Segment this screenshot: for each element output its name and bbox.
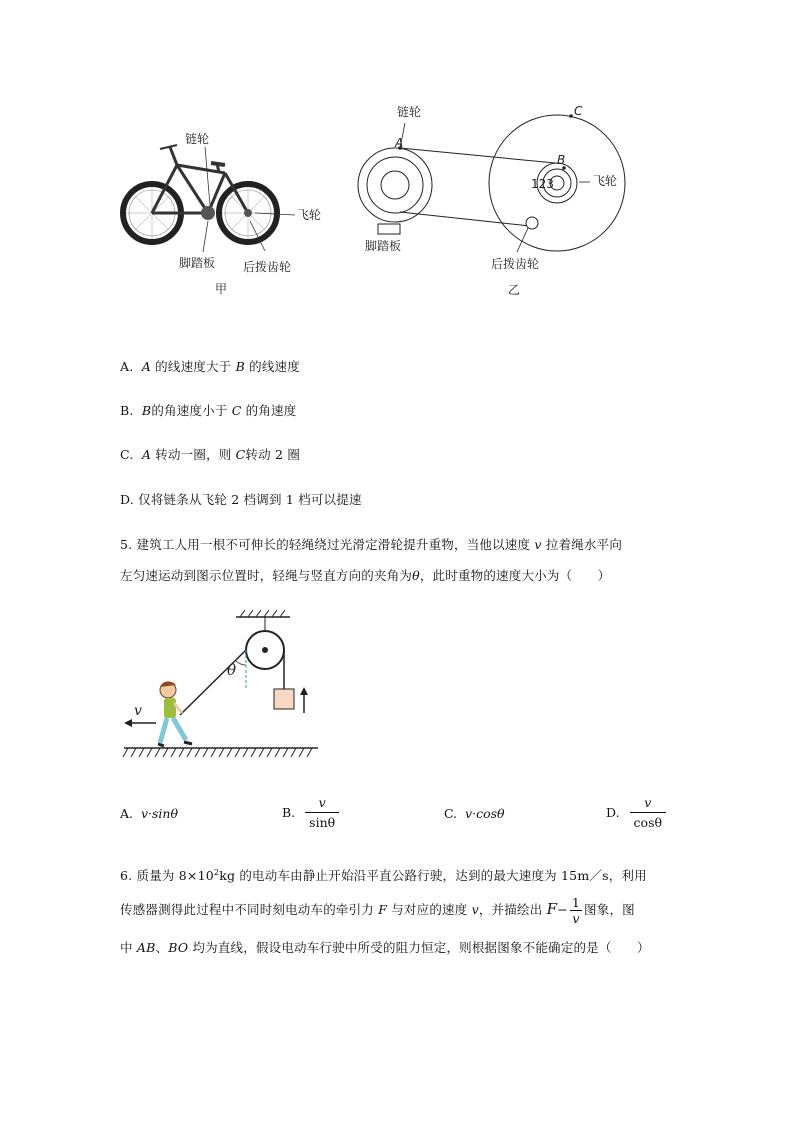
q5-stem-line2: 左匀速运动到图示位置时，轻绳与竖直方向的夹角为θ，此时重物的速度大小为（ ） [120, 568, 611, 583]
q5-option-a: A. v·sinθ [120, 806, 178, 821]
label-chainwheel-2: 链轮 [397, 105, 422, 119]
chainwheel-diagram [358, 148, 432, 222]
point-c [569, 114, 573, 118]
q4-option-b: B. B的角速度小于 C 的角速度 [120, 403, 297, 418]
label-flywheel-2: 飞轮 [593, 174, 618, 188]
ground [123, 748, 318, 757]
bicycle-figure [115, 125, 335, 300]
label-pedal: 脚踏板 [179, 256, 216, 270]
rope-slanted [180, 650, 246, 715]
label-a: A [395, 136, 404, 150]
q6-stem-line2: 传感器测得此过程中不同时刻电动车的牵引力 F 与对应的速度 v，并描绘出 F− $\frac{1}{v}$ 图象，图 [120, 895, 635, 926]
bicycle-frame [152, 145, 248, 213]
q4-option-a: A. A 的线速度大于 B 的线速度 [120, 359, 300, 374]
ceiling [236, 610, 290, 630]
gear-schematic-figure [345, 100, 635, 300]
q5-option-d: D. $\frac{v}{\cos\theta}$ [606, 795, 666, 830]
label-pedal-2: 脚踏板 [365, 239, 402, 253]
q5-option-b: B. $\frac{v}{\sin\theta}$ [282, 795, 339, 830]
pulley [246, 631, 284, 669]
q5-stem-line1: 5. 建筑工人用一根不可伸长的轻绳绕过光滑定滑轮提升重物，当他以速度 v 拉着绳水平向 [120, 537, 623, 552]
derailleur-wheel [526, 217, 538, 229]
label-flywheel: 飞轮 [297, 208, 322, 222]
q4-option-c: C. A 转动一圈，则 C转动 2 圈 [120, 447, 301, 462]
weight-box [274, 689, 294, 709]
label-derailleur-2: 后拨齿轮 [491, 257, 540, 271]
label-gears: 123 [531, 177, 554, 191]
crank-gear [201, 206, 215, 220]
worker [158, 681, 192, 746]
v-label: v [134, 703, 142, 719]
label-chainwheel: 链轮 [185, 132, 210, 146]
label-c: C [574, 104, 583, 118]
theta-label: θ [227, 661, 237, 679]
pulley-figure [118, 605, 328, 765]
q6-stem-line3: 中 AB、BO 均为直线，假设电动车行驶中所受的阻力恒定，则根据图象不能确定的是（ ） [120, 940, 650, 955]
q5-option-c: C. v·cosθ [444, 806, 505, 821]
label-b: B [557, 153, 566, 167]
caption-jia: 甲 [215, 282, 228, 296]
pedal-rect [378, 224, 400, 234]
label-derailleur: 后拨齿轮 [243, 260, 292, 274]
rear-cassette [244, 209, 252, 217]
q4-option-d: D. 仅将链条从飞轮 2 档调到 1 档可以提速 [120, 492, 362, 507]
q6-stem-line1: 6. 质量为 $8\times 10^2kg$ 的电动车由静止开始沿平直公路行驶，达到的最大速度为 15m／s，利用 [120, 867, 647, 883]
caption-yi: 乙 [508, 283, 521, 297]
